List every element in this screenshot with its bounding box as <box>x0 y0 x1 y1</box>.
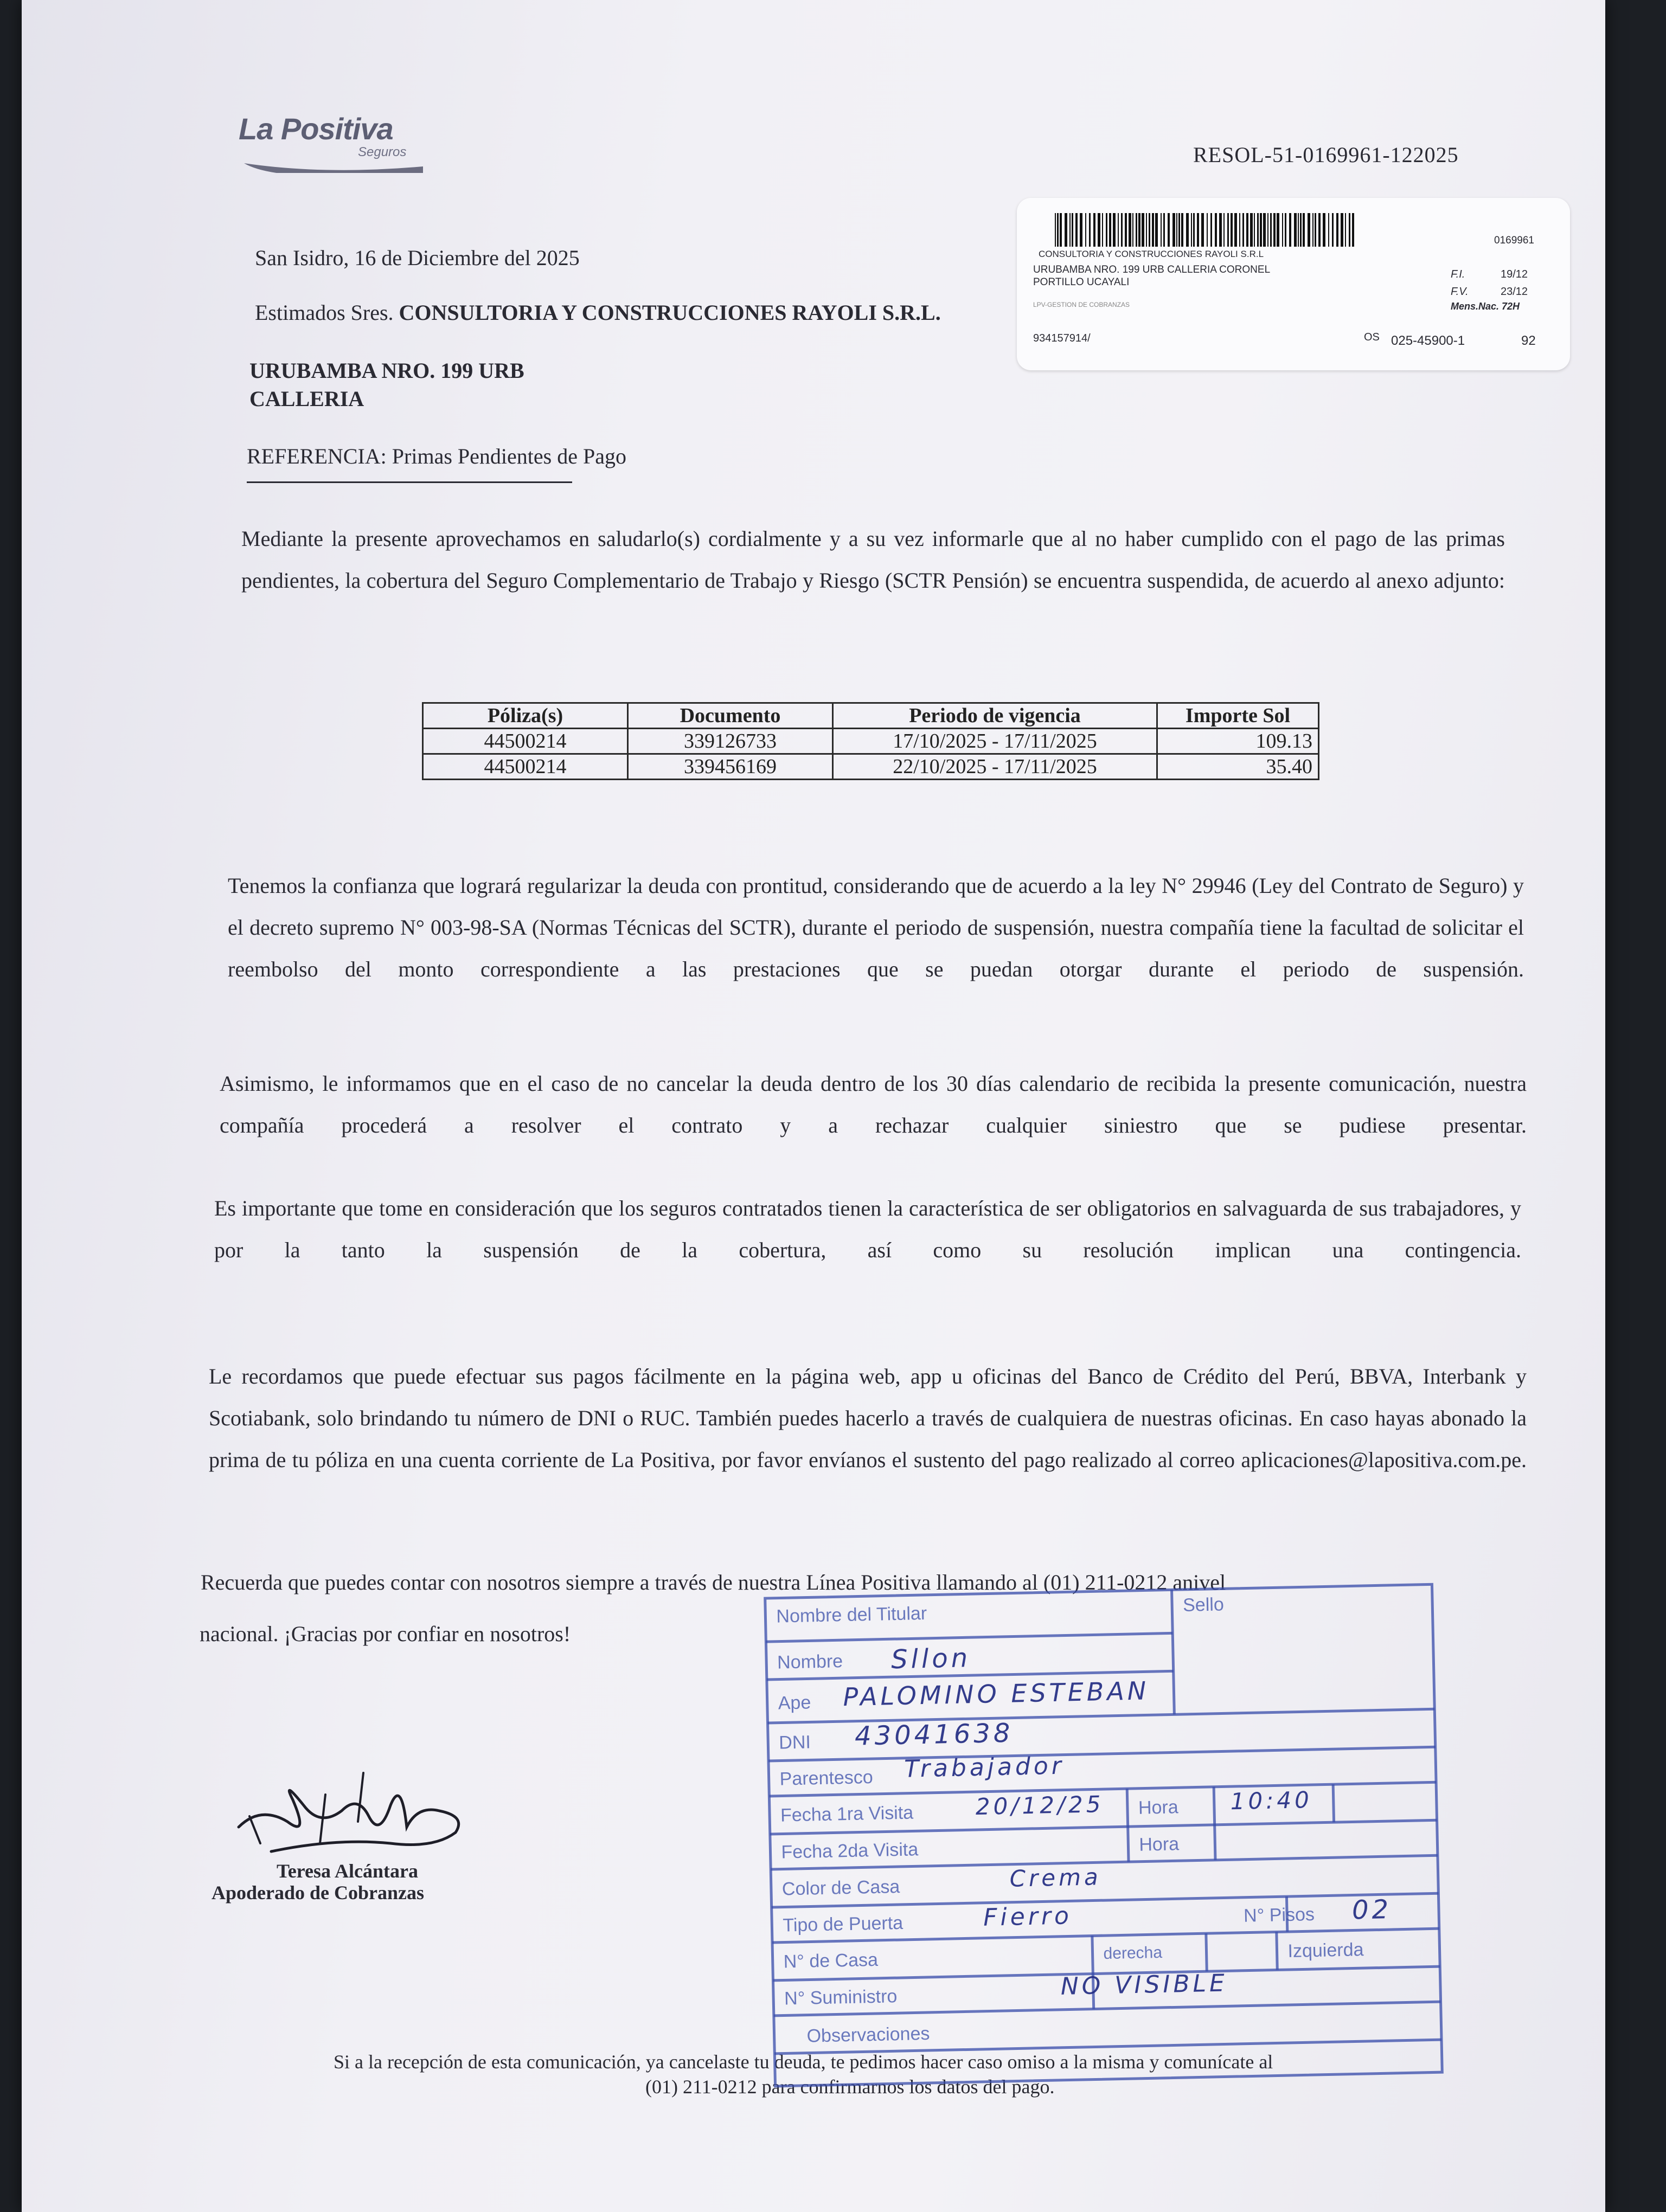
handwritten-apellido: PALOMINO ESTEBAN <box>842 1676 1150 1712</box>
resolution-code: RESOL-51-0169961-122025 <box>1193 143 1459 167</box>
handwritten-nombre: Sllon <box>890 1643 971 1675</box>
cell-importe: 35.40 <box>1157 754 1319 780</box>
logo-name: La Positiva <box>239 112 393 146</box>
premiums-table <box>422 702 1319 780</box>
label-fv-label: F.V. <box>1451 286 1469 298</box>
logo-swoosh-icon <box>244 159 428 175</box>
header-periodo: Periodo de vigencia <box>833 703 1157 729</box>
greeting-prefix: Estimados Sres. <box>255 300 394 325</box>
paragraph-2: Tenemos la confianza que logrará regularizar la deuda con prontitud, considerando que de acuerdo a la ley N° 29946 (Ley del Contrato de Seguro) y el decreto supremo N° 003-98-SA (Normas Técnicas del SCTR), durante el periodo de suspensión, nuestra compañía tiene la facultad de solicitar el reembolso del monto correspondiente a las prestaciones que se puedan otorgar durante el periodo de suspensión. <box>228 873 1524 981</box>
stamp-label-hora: Hora <box>1138 1797 1179 1818</box>
handwritten-color: Crema <box>1009 1863 1102 1892</box>
cell-poliza: 44500214 <box>423 729 628 754</box>
label-os-label: OS <box>1364 331 1380 343</box>
label-service: Mens.Nac. 72H <box>1451 301 1520 312</box>
paragraph-6-line-1: Recuerda que puedes contar con nosotros siempre a través de nuestra Línea Positiva llamando al (01) 211-0212 anivel <box>201 1570 1226 1594</box>
handwritten-puerta: Fierro <box>983 1902 1073 1932</box>
label-fv-value: 23/12 <box>1501 286 1528 298</box>
cell-periodo: 17/10/2025 - 17/11/2025 <box>833 729 1157 754</box>
handwritten-pisos: 02 <box>1351 1894 1392 1926</box>
stamp-label-suministro: N° Suministro <box>784 1986 898 2009</box>
paragraph-1: Mediante la presente aprovechamos en saludarlo(s) cordialmente y a su vez informarle que al no haber cumplido con el pago de las primas pendientes, la cobertura del Seguro Complementario de Trabajo y Riesgo (SCTR Pensión) se encuentra suspendida, de acuerdo al anexo adjunto: <box>241 526 1505 593</box>
barcode-icon <box>1055 213 1359 247</box>
stamp-label-nombre: Nombre <box>777 1651 843 1673</box>
reference-line: REFERENCIA: Primas Pendientes de Pago <box>247 444 626 468</box>
stamp-label-observaciones: Observaciones <box>806 2023 930 2047</box>
label-company: CONSULTORIA Y CONSTRUCCIONES RAYOLI S.R.L <box>1039 249 1264 259</box>
label-dept: LPV-GESTION DE COBRANZAS <box>1033 301 1130 308</box>
label-fi-label: F.I. <box>1451 268 1465 280</box>
label-address-2: PORTILLO UCAYALI <box>1033 276 1130 288</box>
letter-page <box>22 0 1605 2212</box>
handwritten-hora: 10:40 <box>1230 1786 1313 1815</box>
handwritten-dni: 43041638 <box>854 1718 1014 1752</box>
footer-line-2: (01) 211-0212 para confirmarnos los datos del pago. <box>645 2076 1055 2098</box>
handwritten-fecha: 20/12/25 <box>975 1791 1104 1821</box>
table-row <box>423 754 1319 780</box>
stamp-label-puerta: Tipo de Puerta <box>782 1912 904 1936</box>
label-os-number: 92 <box>1521 333 1536 348</box>
stamp-label-color: Color de Casa <box>781 1876 900 1900</box>
cell-documento: 339456169 <box>628 754 833 780</box>
paragraph-6-line-2: nacional. ¡Gracias por confiar en nosotros! <box>200 1622 571 1646</box>
table-header-row <box>423 703 1319 729</box>
cell-importe: 109.13 <box>1157 729 1319 754</box>
table-row <box>423 729 1319 754</box>
greeting-company: CONSULTORIA Y CONSTRUCCIONES RAYOLI S.R.L. <box>399 300 941 325</box>
address-line-2: CALLERIA <box>249 387 364 411</box>
paragraph-4: Es importante que tome en consideración que los seguros contratados tienen la característica de ser obligatorios en salvaguarda de sus trabajadores, y por la tanto la suspensión de la cobertura, así como su resolución implican una contingencia. <box>214 1196 1521 1262</box>
greeting <box>255 300 941 325</box>
stamp-label-izquierda: Izquierda <box>1287 1939 1364 1962</box>
label-fi-value: 19/12 <box>1501 268 1528 280</box>
stamp-label-pisos: N° Pisos <box>1243 1904 1315 1926</box>
handwritten-suministro: NO VISIBLE <box>1060 1969 1228 2001</box>
signer-name: Teresa Alcántara <box>277 1860 418 1882</box>
letter-date: San Isidro, 16 de Diciembre del 2025 <box>255 246 580 270</box>
label-code: 0169961 <box>1494 235 1534 246</box>
stamp-label-casa: N° de Casa <box>783 1949 879 1972</box>
header-importe: Importe Sol <box>1157 703 1319 729</box>
header-poliza: Póliza(s) <box>423 703 628 729</box>
stamp-label-parentesco: Parentesco <box>779 1766 874 1790</box>
logo-subtitle: Seguros <box>358 145 407 159</box>
reference-underline <box>247 481 572 483</box>
cell-periodo: 22/10/2025 - 17/11/2025 <box>833 754 1157 780</box>
mailing-label <box>1017 198 1570 370</box>
signer-role: Apoderado de Cobranzas <box>212 1882 425 1904</box>
stamp-grid-icon <box>760 1579 1453 2092</box>
stamp-label-dni: DNI <box>778 1732 811 1753</box>
stamp-label-sello: Sello <box>1182 1594 1225 1616</box>
company-logo <box>239 111 434 159</box>
header-documento: Documento <box>628 703 833 729</box>
stamp-label-apellido: Ape <box>778 1692 811 1714</box>
cell-documento: 339126733 <box>628 729 833 754</box>
stamp-label-hora-2: Hora <box>1138 1834 1180 1855</box>
address-line-1: URUBAMBA NRO. 199 URB <box>249 358 524 383</box>
paragraph-3: Asimismo, le informamos que en el caso de no cancelar la deuda dentro de los 30 días calendario de recibida la presente comunicación, nuestra compañía procederá a resolver el contrato y a rechazar cualquier siniestro que se pudiese presentar. <box>220 1071 1527 1137</box>
label-phone: 934157914/ <box>1033 332 1091 344</box>
stamp-label-fecha-2: Fecha 2da Visita <box>781 1839 919 1863</box>
visit-stamp <box>760 1579 1453 2092</box>
handwritten-signature-icon <box>228 1757 488 1865</box>
cell-poliza: 44500214 <box>423 754 628 780</box>
footer-line-1: Si a la recepción de esta comunicación, ya cancelaste tu deuda, te pedimos hacer caso omiso a la misma y comunícate al <box>334 2051 1273 2073</box>
stamp-label-fecha-1: Fecha 1ra Visita <box>780 1802 914 1826</box>
stamp-label-derecha: derecha <box>1103 1943 1163 1963</box>
handwritten-parentesco: Trabajador <box>904 1752 1065 1783</box>
label-os-value: 025-45900-1 <box>1391 333 1465 348</box>
paragraph-5: Le recordamos que puede efectuar sus pagos fácilmente en la página web, app u oficinas del Banco de Crédito del Perú, BBVA, Interbank y Scotiabank, solo brindando tu número de DNI o RUC. También puedes hacerlo a través de cualquiera de nuestras oficinas. En caso hayas abonado la prima de tu póliza en una cuenta corriente de La Positiva, por favor envíanos el sustento del pago realizado al correo aplicaciones@lapositiva.com.pe. <box>209 1364 1527 1472</box>
label-address-1: URUBAMBA NRO. 199 URB CALLERIA CORONEL <box>1033 264 1271 275</box>
stamp-label-titular: Nombre del Titular <box>776 1603 927 1627</box>
